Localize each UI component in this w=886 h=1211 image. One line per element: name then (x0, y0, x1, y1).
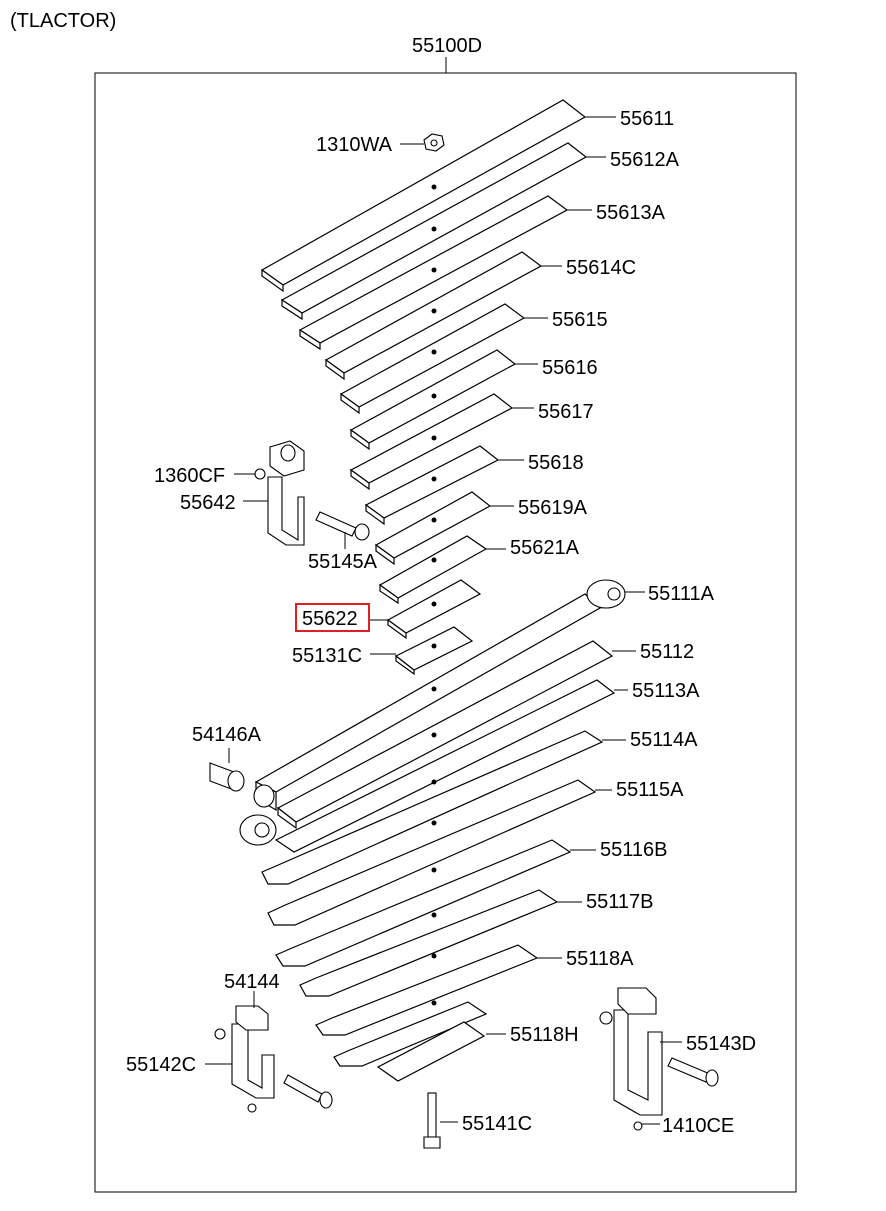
label-55114A[interactable]: 55114A (630, 729, 698, 751)
label-55616[interactable]: 55616 (542, 357, 598, 379)
label-55618[interactable]: 55618 (528, 452, 584, 474)
label-55118H[interactable]: 55118H (510, 1024, 579, 1046)
label-55113A[interactable]: 55113A (632, 680, 700, 702)
bushing-54146A-icon[interactable] (210, 763, 274, 807)
label-55642[interactable]: 55642 (180, 492, 236, 514)
label-1310WA[interactable]: 1310WA (316, 134, 392, 156)
label-55112[interactable]: 55112 (640, 641, 695, 663)
nut-1360CF-icon[interactable] (255, 469, 265, 479)
leaf-55113A[interactable] (276, 680, 614, 852)
label-55621A[interactable]: 55621A (510, 537, 579, 559)
label-54144[interactable]: 54144 (224, 971, 280, 993)
label-1360CF[interactable]: 1360CF (154, 465, 226, 487)
label-54146A[interactable]: 54146A (192, 724, 261, 746)
label-55116B[interactable]: 55116B (600, 839, 668, 861)
label-55611[interactable]: 55611 (620, 108, 675, 130)
label-55619A[interactable]: 55619A (518, 497, 587, 519)
label-55111A[interactable]: 55111A (648, 583, 714, 605)
label-55143D[interactable]: 55143D (686, 1033, 757, 1055)
label-55615[interactable]: 55615 (552, 309, 608, 331)
label-55614C[interactable]: 55614C (566, 257, 637, 279)
variant-title: (TLACTOR) (10, 10, 117, 32)
label-55118A[interactable]: 55118A (566, 948, 634, 970)
label-55141C[interactable]: 55141C (462, 1113, 533, 1135)
nut-1310WA-icon[interactable] (424, 134, 444, 151)
label-55115A[interactable]: 55115A (616, 779, 684, 801)
shackle-55142C-icon[interactable] (215, 1006, 332, 1112)
shackle-55143D-icon[interactable] (600, 988, 718, 1130)
shackle-55642-icon[interactable] (268, 441, 304, 545)
bolt-55141C-icon[interactable] (424, 1093, 440, 1148)
label-55612A[interactable]: 55612A (610, 149, 679, 171)
upper-leaf-stack (262, 100, 586, 674)
label-1410CE[interactable]: 1410CE (662, 1115, 735, 1137)
label-55145A[interactable]: 55145A (308, 551, 377, 573)
label-55117B[interactable]: 55117B (586, 891, 654, 913)
assembly-number: 55100D (411, 35, 483, 57)
label-55142C[interactable]: 55142C (126, 1054, 197, 1076)
label-55622[interactable]: 55622 (302, 608, 358, 630)
leaf-55612A[interactable] (282, 143, 586, 319)
bolt-55145A-icon[interactable] (316, 512, 369, 540)
label-55617[interactable]: 55617 (538, 401, 594, 423)
label-55613A[interactable]: 55613A (596, 202, 665, 224)
label-55131C[interactable]: 55131C (292, 645, 363, 667)
